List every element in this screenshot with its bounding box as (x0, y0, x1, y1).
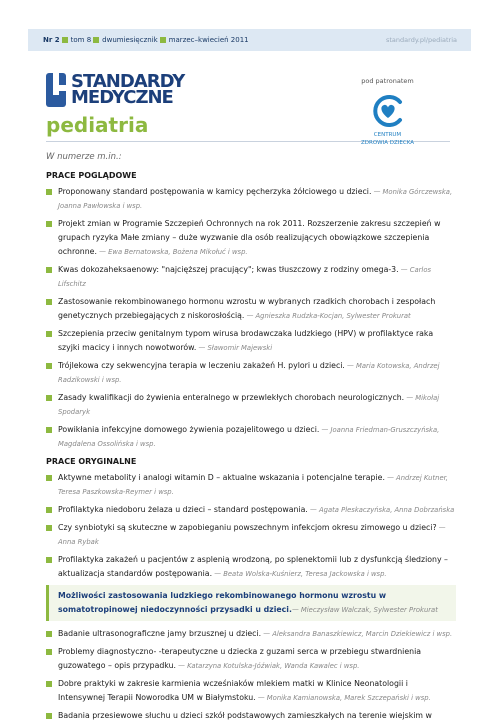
separator-square-icon (62, 37, 68, 43)
article-authors: — Anna Rybak (58, 524, 446, 546)
article-authors: — Monika Górczewska, Joanna Pawłowska i wsp. (58, 188, 453, 210)
article-title: Powikłania infekcyjne domowego żywienia pozajelitowego u dzieci. (58, 425, 320, 434)
article-title: Profilaktyka niedoboru żelaza u dzieci – standard postępowania. (58, 505, 308, 514)
article-authors: — Aleksandra Banaszkiewicz, Marcin Dziekiewicz i wsp. (261, 630, 453, 638)
issue-number: Nr 2 (43, 36, 60, 44)
separator-square-icon (93, 37, 99, 43)
separator-square-icon (160, 37, 166, 43)
czd-heart-logo-icon (370, 93, 406, 129)
article-item[interactable] (46, 627, 456, 641)
issue-frequency: dwumiesięcznik (102, 36, 158, 44)
article-item[interactable] (46, 521, 456, 549)
bullet-square-icon (46, 299, 52, 305)
article-title: Czy synbiotyki są skuteczne w zapobieganiu powszechnym infekcjom okresu zimowego u dzieci? (58, 523, 437, 532)
bullet-square-icon (46, 427, 52, 433)
article-title: Kwas dokozaheksaenowy: "najcięższej pracujący"; kwas tłuszczowy z rodziny omega-3. (58, 265, 399, 274)
article-authors: — Maria Kotowska, Andrzej Radzikowski i wsp. (58, 362, 440, 384)
section-title-original: PRACE ORYGINALNE (46, 457, 137, 466)
article-title: Badania przesiewowe słuchu u dzieci szkół podstawowych zamieszkałych na terenie wiejskim w (58, 711, 432, 720)
article-authors: — Joanna Friedman-Gruszczyńska, Magdalena Ossolińska i wsp. (58, 426, 440, 448)
article-title: Proponowany standard postępowania w kamicy pęcherzyka żółciowego u dzieci. (58, 187, 372, 196)
contents-list (46, 150, 456, 727)
bullet-square-icon (46, 267, 52, 273)
patronage-org-line-2: ZDROWIA DZIECKA (361, 140, 414, 146)
issue-volume: tom 8 (70, 36, 92, 44)
article-item[interactable] (46, 471, 456, 499)
article-authors: — Katarzyna Kotulska-Jóźwiak, Wanda Kawalec i wsp. (176, 662, 360, 670)
issue-period: marzec–kwiecień 2011 (168, 36, 249, 44)
patronage-block (355, 77, 420, 147)
featured-article-authors: — Mieczysław Walczak, Sylwester Prokurat (291, 606, 438, 614)
article-authors: — Sławomir Majewski (196, 344, 273, 352)
journal-logo (46, 73, 184, 107)
journal-url-link[interactable]: standardy.pl/pediatria (386, 36, 457, 44)
bullet-square-icon (46, 507, 52, 513)
article-item[interactable] (46, 553, 456, 581)
contents-intro: W numerze m.in.: (46, 152, 122, 162)
article-item[interactable] (46, 391, 456, 419)
article-item[interactable] (46, 503, 456, 517)
bullet-square-icon (46, 681, 52, 687)
bullet-square-icon (46, 713, 52, 719)
article-item[interactable] (46, 295, 456, 323)
logo-s-icon (46, 73, 66, 107)
article-title: Aktywne metabolity i analogi witamin D – aktualne wskazania i potencjalne terapie. (58, 473, 385, 482)
article-title: Szczepienia przeciw genitalnym typom wirusa brodawczaka ludzkiego (HPV) w profilaktyce raka szyjki macicy i innych nowotworów. (58, 329, 434, 352)
featured-article[interactable] (46, 585, 456, 621)
bullet-square-icon (46, 557, 52, 563)
article-item[interactable] (46, 645, 456, 673)
bullet-square-icon (46, 475, 52, 481)
journal-subtitle: pediatria (46, 113, 149, 137)
article-authors: — Agata Pleskaczyńska, Anna Dobrzańska (307, 506, 455, 514)
bullet-square-icon (46, 525, 52, 531)
patronage-label: pod patronatem (361, 77, 414, 85)
article-authors: — Mikołaj Spodaryk (58, 394, 440, 416)
article-title: Badanie ultrasonograficzne jamy brzusznej u dzieci. (58, 629, 262, 638)
article-authors: — Agnieszka Rudzka-Kocjan, Sylwester Prokurat (244, 312, 411, 320)
article-title: Zasady kwalifikacji do żywienia enteralnego w przewlekłych chorobach neurologicznych. (58, 393, 405, 402)
article-item[interactable] (46, 185, 456, 213)
article-item[interactable] (46, 423, 456, 451)
bullet-square-icon (46, 221, 52, 227)
article-authors: — Monika Kamianowska, Marek Szczepański i wsp. (255, 694, 431, 702)
section-title-reviews: PRACE POGLĄDOWE (46, 171, 137, 180)
article-title: Zastosowanie rekombinowanego hormonu wzrostu w wybranych rzadkich chorobach i zespołach genetycznych przebiegających z niskorosłością. (58, 297, 436, 320)
article-item[interactable] (46, 709, 456, 723)
article-authors: — Beata Wolska-Kuśnierz, Teresa Jackowska i wsp. (212, 570, 387, 578)
logo-line-1: STANDARDY (71, 71, 185, 92)
article-item[interactable] (46, 327, 456, 355)
bullet-square-icon (46, 189, 52, 195)
article-item[interactable] (46, 677, 456, 705)
article-title: Problemy diagnostyczno- -terapeutyczne u dziecka z guzami serca w przebiegu stwardnienia guzowatego – opis przypadku. (58, 647, 422, 670)
bullet-square-icon (46, 631, 52, 637)
article-authors: — Carlos Lifschitz (58, 266, 432, 288)
article-item[interactable] (46, 359, 456, 387)
patronage-org-line-1: CENTRUM (373, 132, 402, 138)
article-title: Profilaktyka zakażeń u pacjentów z asplenią wrodzoną, po splenektomii lub z dysfunkcją śledziony – aktualizacja standardów postępowania. (58, 555, 448, 578)
article-item[interactable] (46, 217, 456, 259)
issue-info (43, 36, 249, 44)
article-item[interactable] (46, 263, 456, 291)
bullet-square-icon (46, 363, 52, 369)
article-title: Trójlekowa czy sekwencyjna terapia w leczeniu zakażeń H. pylori u dzieci. (58, 361, 345, 370)
bullet-square-icon (46, 395, 52, 401)
issue-bar (28, 29, 471, 51)
featured-article-title: Możliwości zastosowania ludzkiego rekombinowanego hormonu wzrostu w somatotropinowej niedoczynności przysadki u dzieci. (58, 591, 387, 614)
bullet-square-icon (46, 649, 52, 655)
logo-line-2: MEDYCZNE (71, 87, 173, 108)
article-title: Dobre praktyki w zakresie karmienia wcześniaków mlekiem matki w Klinice Neonatologii i Intensywnej Terapii Noworodka UM w Białymstoku. (58, 679, 408, 702)
article-title: Projekt zmian w Programie Szczepień Ochronnych na rok 2011. Rozszerzenie zakresu szczepień w grupach ryzyka Małe zmiany – duże wyzwanie dla osób realizujących obowiązkowe szczepienia ochronne. (58, 219, 441, 256)
bullet-square-icon (46, 331, 52, 337)
article-authors: — Andrzej Kutner, Teresa Paszkowska-Reymer i wsp. (58, 474, 448, 496)
article-authors: — Ewa Bernatowska, Bożena Mikołuć i wsp. (96, 248, 248, 256)
